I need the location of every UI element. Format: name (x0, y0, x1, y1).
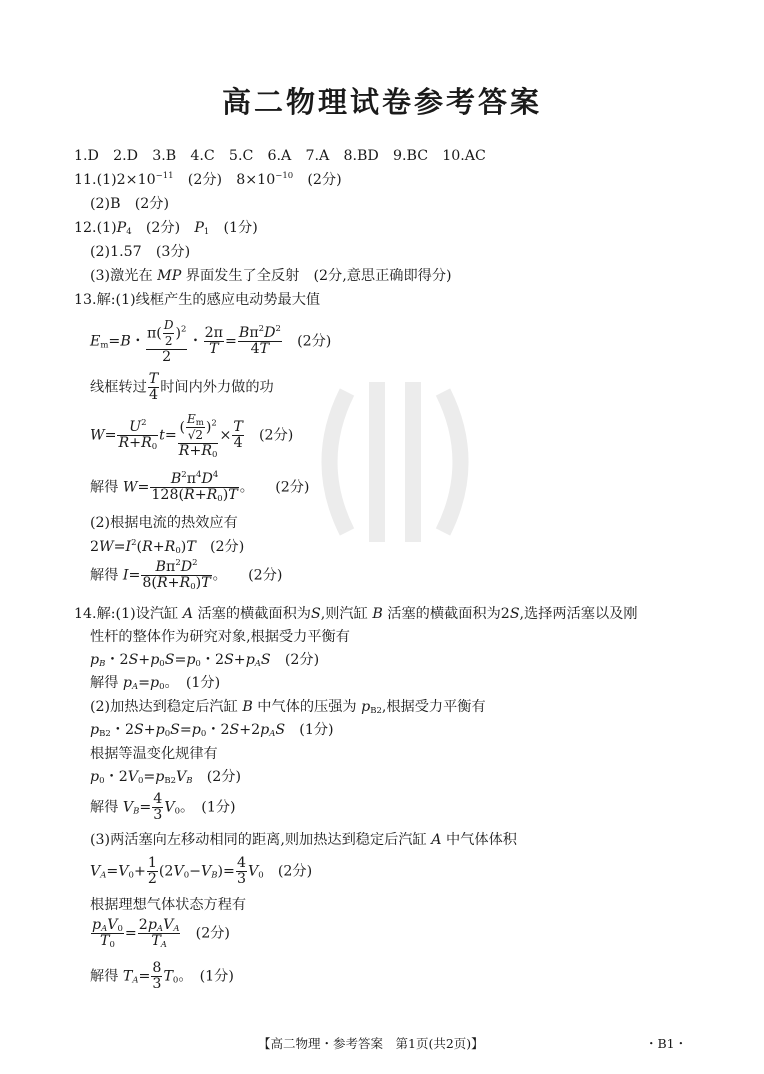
q14-line2: 性杆的整体作为研究对象,根据受力平衡有 (90, 629, 350, 645)
q13-work-formula: W= $\frac{U^2}{R+R_0}$ t= ( $\frac{E_m}{√2}$ )$^2$ $R+R_0$ × $\frac{T}{4}$ (2分) (90, 412, 294, 460)
q12-part3: (3)激光在 MP 界面发生了全反射 (2分,意思正确即得分) (90, 268, 452, 284)
q12-part1: $12.(1)P_4$ (2分) $P_1$ (1分) (74, 220, 258, 237)
q13-work-intro: 线框转过 $\frac{T}{4}$ 时间内外力做的功 (90, 371, 274, 403)
q14-balance-1: $p_B$・$2S+p_0S=p_0$・$2S+p_AS$ (2分) (90, 652, 320, 669)
page-footer: 【高二物理・参考答案 第1页(共2页)】 (258, 1036, 484, 1051)
q14-ideal-gas-equation: $p_AV_0$ $T_0$ = $2p_AV_A$ $T_A$ (2分) (92, 917, 230, 950)
q14-result-3: 解得 $T_A=$ $\frac{8}{3}$ $T_0$。 (1分) (90, 960, 234, 992)
page-title: 高二物理试卷参考答案 (221, 85, 542, 119)
q14-result-2: 解得 $V_B=$ $\frac{4}{3}$ $V_0$。 (1分) (90, 791, 236, 823)
q14-isothermal-equation: $p_0$・$2V_0=p_{B2}V_B$ (2分) (90, 769, 242, 786)
q14-volume-equation: $V_A=V_0+$ $\frac{1}{2}$ $(2V_0-V_B)=$ $\frac{4}{3}$ $V_0$ (2分) (90, 855, 313, 887)
q14-part2-heading: (2)加热达到稳定后汽缸 B 中气体的压强为 $p_{B2}$,根据受力平衡有 (90, 699, 486, 716)
q14-part3-heading: (3)两活塞向左移动相同的距离,则加热达到稳定后汽缸 A 中气体体积 (90, 832, 517, 848)
q11-part1: $11.(1)2\times 10^{-11}$ (2分) $8\times 10^{-10}$ (2分) (74, 171, 342, 188)
q14-heading: 14.解:(1)设汽缸 A 活塞的横截面积为S,则汽缸 B 活塞的横截面积为2S,选择两活塞以及刚 (74, 606, 638, 622)
q13-work-result: 解得 W= $\frac{B^2\pi^4D^4}{128(R+R_0)T}$ 。 (2分) (90, 470, 310, 504)
q11-part2: (2)B (2分) (90, 196, 169, 212)
q14-ideal-gas-heading: 根据理想气体状态方程有 (90, 897, 247, 913)
watermark-logo (307, 362, 483, 562)
q13-emf-formula: $E_m=B$・ π( $\frac{D}{2}$ )$^2$ 2 ・ $\frac{2\pi}{T}$ = $\frac{B\pi^2D^2}{4T}$ (2分) (90, 318, 332, 365)
q13-current-result: 解得 I= $\frac{B\pi^2D^2}{8(R+R_0)T}$ 。 (2分) (90, 558, 283, 592)
q13-part2-heading: (2)根据电流的热效应有 (90, 515, 238, 531)
q13-heading: 13.解:(1)线框产生的感应电动势最大值 (74, 292, 321, 308)
page-code: ・B1・ (645, 1036, 688, 1051)
q13-heat-equation: $2W=I^2(R+R_0)T$ (2分) (90, 538, 245, 556)
q14-isothermal-heading: 根据等温变化规律有 (90, 746, 218, 762)
q14-result-1: 解得 $p_A=p_0$。 (1分) (90, 675, 221, 692)
q12-part2: (2)1.57 (3分) (90, 244, 191, 260)
multiple-choice-answers: 1.D 2.D 3.B 4.C 5.C 6.A 7.A 8.BD 9.BC 10.AC (74, 148, 486, 164)
q14-balance-2: $p_{B2}$・$2S+p_0S=p_0$・$2S+2p_AS$ (1分) (90, 722, 334, 739)
